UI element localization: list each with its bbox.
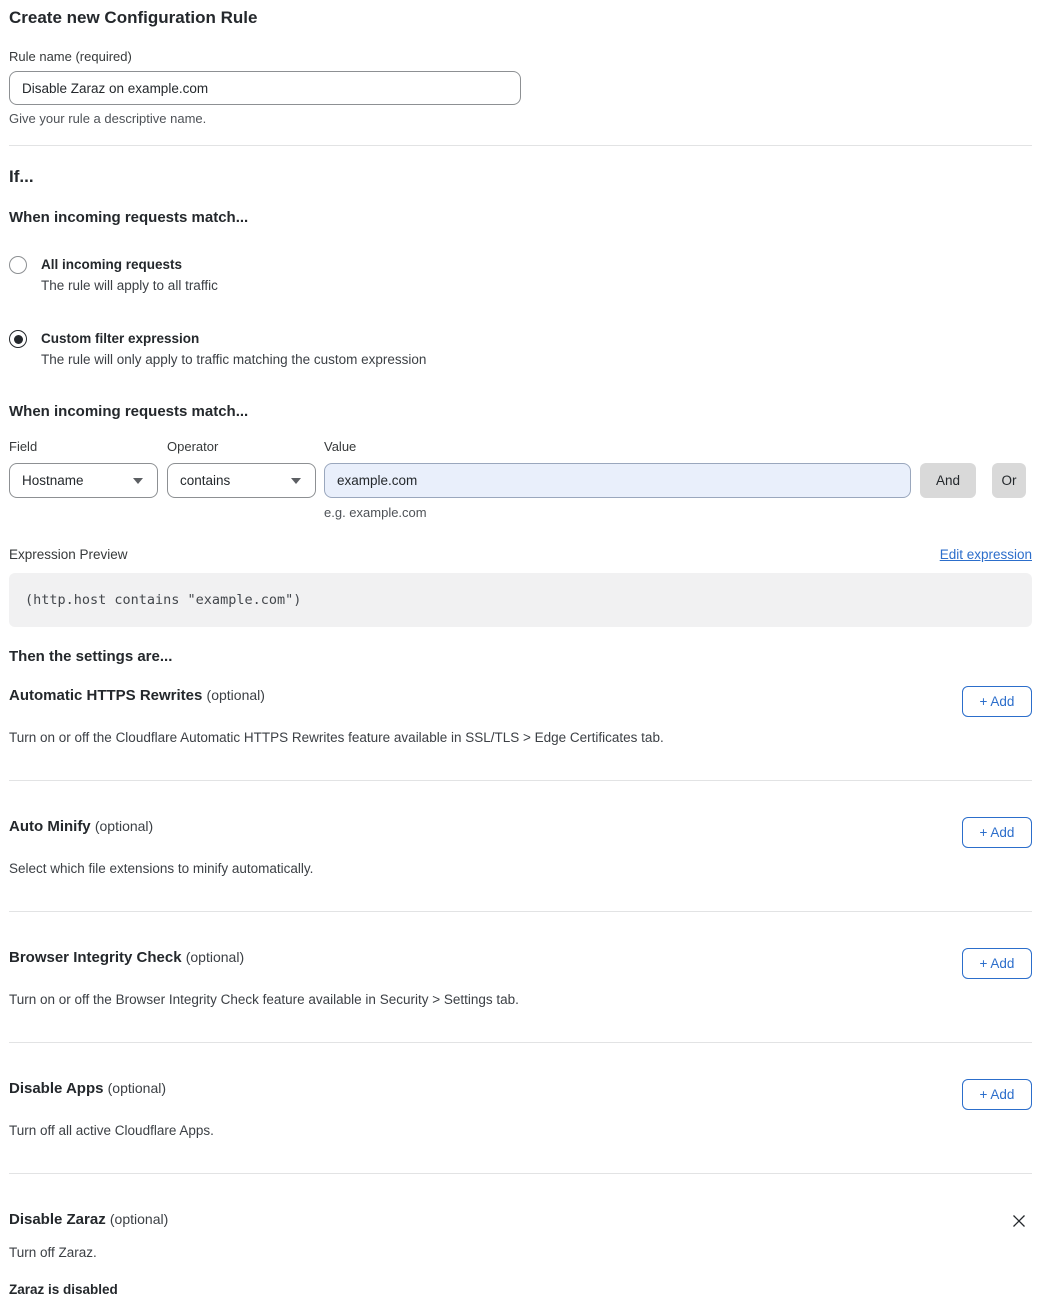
if-heading: If... xyxy=(9,167,34,186)
setting-optional-tag: (optional) xyxy=(109,1211,169,1227)
operator-column xyxy=(167,439,316,498)
setting-row-disable-apps xyxy=(9,1043,1032,1174)
setting-head xyxy=(9,686,1032,717)
expression-code-box: (http.host contains "example.com") xyxy=(9,573,1032,627)
setting-title xyxy=(9,1210,168,1229)
setting-title-text: Browser Integrity Check xyxy=(9,949,182,966)
operator-label: Operator xyxy=(167,439,219,454)
setting-title-text: Disable Zaraz xyxy=(9,1211,106,1228)
setting-row-auto-minify xyxy=(9,781,1032,912)
radio-option-all-incoming[interactable] xyxy=(9,256,1032,294)
field-select-value: Hostname xyxy=(22,473,84,488)
zaraz-status: Zaraz is disabled xyxy=(9,1282,118,1297)
setting-description: Turn on or off the Browser Integrity Check feature available in Security > Settings tab. xyxy=(9,992,519,1007)
create-configuration-rule-form xyxy=(9,0,1032,1298)
setting-title-text: Automatic HTTPS Rewrites xyxy=(9,687,203,704)
setting-row-automatic-https-rewrites xyxy=(9,665,1032,781)
add-button[interactable]: + Add xyxy=(962,817,1032,848)
radio-option-text xyxy=(41,330,426,368)
radio-selected-icon[interactable] xyxy=(9,330,27,348)
field-select[interactable] xyxy=(9,463,158,498)
or-button[interactable]: Or xyxy=(992,463,1026,498)
radio-option-label: All incoming requests xyxy=(41,257,183,272)
add-button[interactable]: + Add xyxy=(962,686,1032,717)
expression-builder-row xyxy=(9,439,1032,520)
and-button[interactable]: And xyxy=(920,463,976,498)
operator-select-value: contains xyxy=(180,473,231,488)
value-column xyxy=(324,439,911,520)
field-column xyxy=(9,439,158,498)
setting-description: Select which file extensions to minify automatically. xyxy=(9,861,314,876)
setting-description: Turn off all active Cloudflare Apps. xyxy=(9,1123,214,1138)
expression-preview-label: Expression Preview xyxy=(9,547,128,562)
settings-heading: Then the settings are... xyxy=(9,648,173,665)
add-button[interactable]: + Add xyxy=(962,948,1032,979)
operator-select[interactable] xyxy=(167,463,316,498)
setting-description: Turn off Zaraz. xyxy=(9,1245,97,1260)
field-label: Field xyxy=(9,439,38,454)
radio-option-custom-filter[interactable] xyxy=(9,330,1032,368)
expression-preview-row xyxy=(9,547,1032,563)
setting-title xyxy=(9,686,265,705)
close-icon xyxy=(1010,1212,1028,1230)
match-heading: When incoming requests match... xyxy=(9,209,249,226)
setting-row-disable-zaraz xyxy=(9,1174,1032,1298)
setting-description: Turn on or off the Cloudflare Automatic HTTPS Rewrites feature available in SSL/TLS > Edge Certificates tab. xyxy=(9,730,664,745)
value-input[interactable] xyxy=(324,463,911,498)
page-title: Create new Configuration Rule xyxy=(9,8,258,27)
edit-expression-link[interactable]: Edit expression xyxy=(939,547,1032,562)
radio-unselected-icon[interactable] xyxy=(9,256,27,274)
setting-head xyxy=(9,817,1032,848)
remove-setting-button[interactable] xyxy=(1008,1210,1030,1232)
setting-optional-tag: (optional) xyxy=(107,1080,167,1096)
setting-row-browser-integrity-check xyxy=(9,912,1032,1043)
rule-name-helper: Give your rule a descriptive name. xyxy=(9,111,207,126)
setting-optional-tag: (optional) xyxy=(94,818,154,834)
value-label: Value xyxy=(324,439,357,454)
add-button[interactable]: + Add xyxy=(962,1079,1032,1110)
rule-name-label: Rule name (required) xyxy=(9,49,132,64)
radio-option-description: The rule will apply to all traffic xyxy=(41,278,218,293)
builder-heading: When incoming requests match... xyxy=(9,403,249,420)
setting-title-text: Disable Apps xyxy=(9,1080,104,1097)
setting-title xyxy=(9,817,153,836)
chevron-down-icon xyxy=(291,478,301,484)
setting-optional-tag: (optional) xyxy=(185,949,245,965)
radio-option-label: Custom filter expression xyxy=(41,331,200,346)
setting-optional-tag: (optional) xyxy=(206,687,265,703)
setting-head xyxy=(9,1079,1032,1110)
setting-title xyxy=(9,948,244,967)
rule-name-input[interactable] xyxy=(9,71,521,105)
setting-head xyxy=(9,1210,1032,1232)
setting-title-text: Auto Minify xyxy=(9,818,91,835)
radio-option-description: The rule will only apply to traffic matching the custom expression xyxy=(41,352,427,367)
value-helper: e.g. example.com xyxy=(324,505,427,520)
setting-head xyxy=(9,948,1032,979)
section-divider xyxy=(9,145,1032,146)
chevron-down-icon xyxy=(133,478,143,484)
setting-title xyxy=(9,1079,166,1098)
radio-option-text xyxy=(41,256,218,294)
